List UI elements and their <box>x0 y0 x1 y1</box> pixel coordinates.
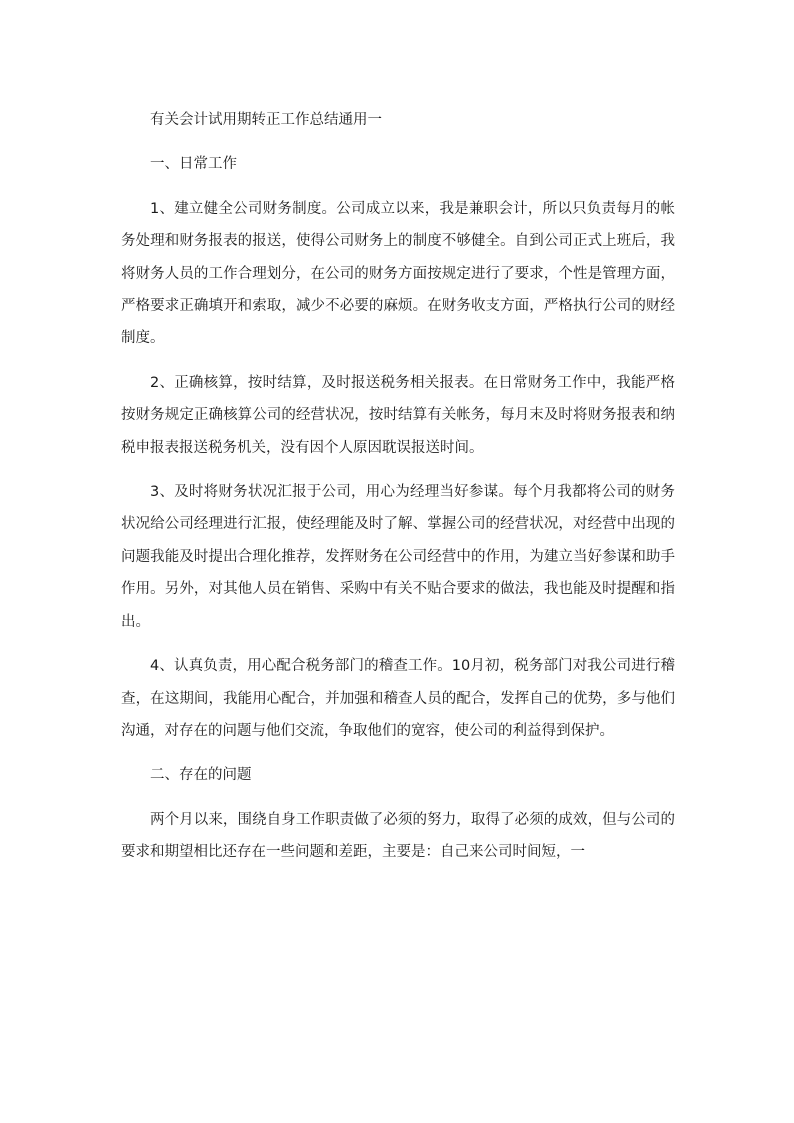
section-heading-problems: 二、存在的问题 <box>150 767 252 784</box>
paragraph-item-1: 1、建立健全公司财务制度。公司成立以来，我是兼职会计，所以只负责每月的帐务处理和财务报表的报送，使得公司财务上的制度不够健全。自到公司正式上班后，我将财务人员的工作合理划分，在公司的财务方面按规定进行了要求，个性是管理方面，严格要求正确填开和索取，减少不必要的麻烦。在财务收支方面，严格执行公司的财经制度。 <box>121 200 675 347</box>
paragraph-problems-intro: 两个月以来，围绕自身工作职责做了必须的努力，取得了必须的成效，但与公司的要求和期望相比还存在一些问题和差距，主要是：自己来公司时间短，一 <box>121 811 675 861</box>
paragraph-item-2: 2、正确核算，按时结算，及时报送税务相关报表。在日常财务工作中，我能严格按财务规定正确核算公司的经营状况，按时结算有关帐务，每月末及时将财务报表和纳税申报表报送税务机关，没有因个人原因耽误报送时间。 <box>121 374 675 456</box>
paragraph-item-3: 3、及时将财务状况汇报于公司，用心为经理当好参谋。每个月我都将公司的财务状况给公司经理进行汇报，使经理能及时了解、掌握公司的经营状况，对经营中出现的问题我能及时提出合理化推荐，发挥财务在公司经营中的作用，为建立当好参谋和助手作用。另外，对其他人员在销售、采购中有关不贴合要求的做法，我也能及时提醒和指出。 <box>121 484 675 630</box>
section-heading-daily-work: 一、日常工作 <box>150 156 237 173</box>
document-title: 有关会计试用期转正工作总结通用一 <box>150 112 382 128</box>
paragraph-item-4: 4、认真负责，用心配合税务部门的稽查工作。10月初，税务部门对我公司进行稽查，在这期间，我能用心配合，并加强和稽查人员的配合，发挥自己的优势，多与他们沟通，对存在的问题与他们交流，争取他们的宽容，使公司的利益得到保护。 <box>121 658 675 739</box>
document-body <box>121 104 675 881</box>
